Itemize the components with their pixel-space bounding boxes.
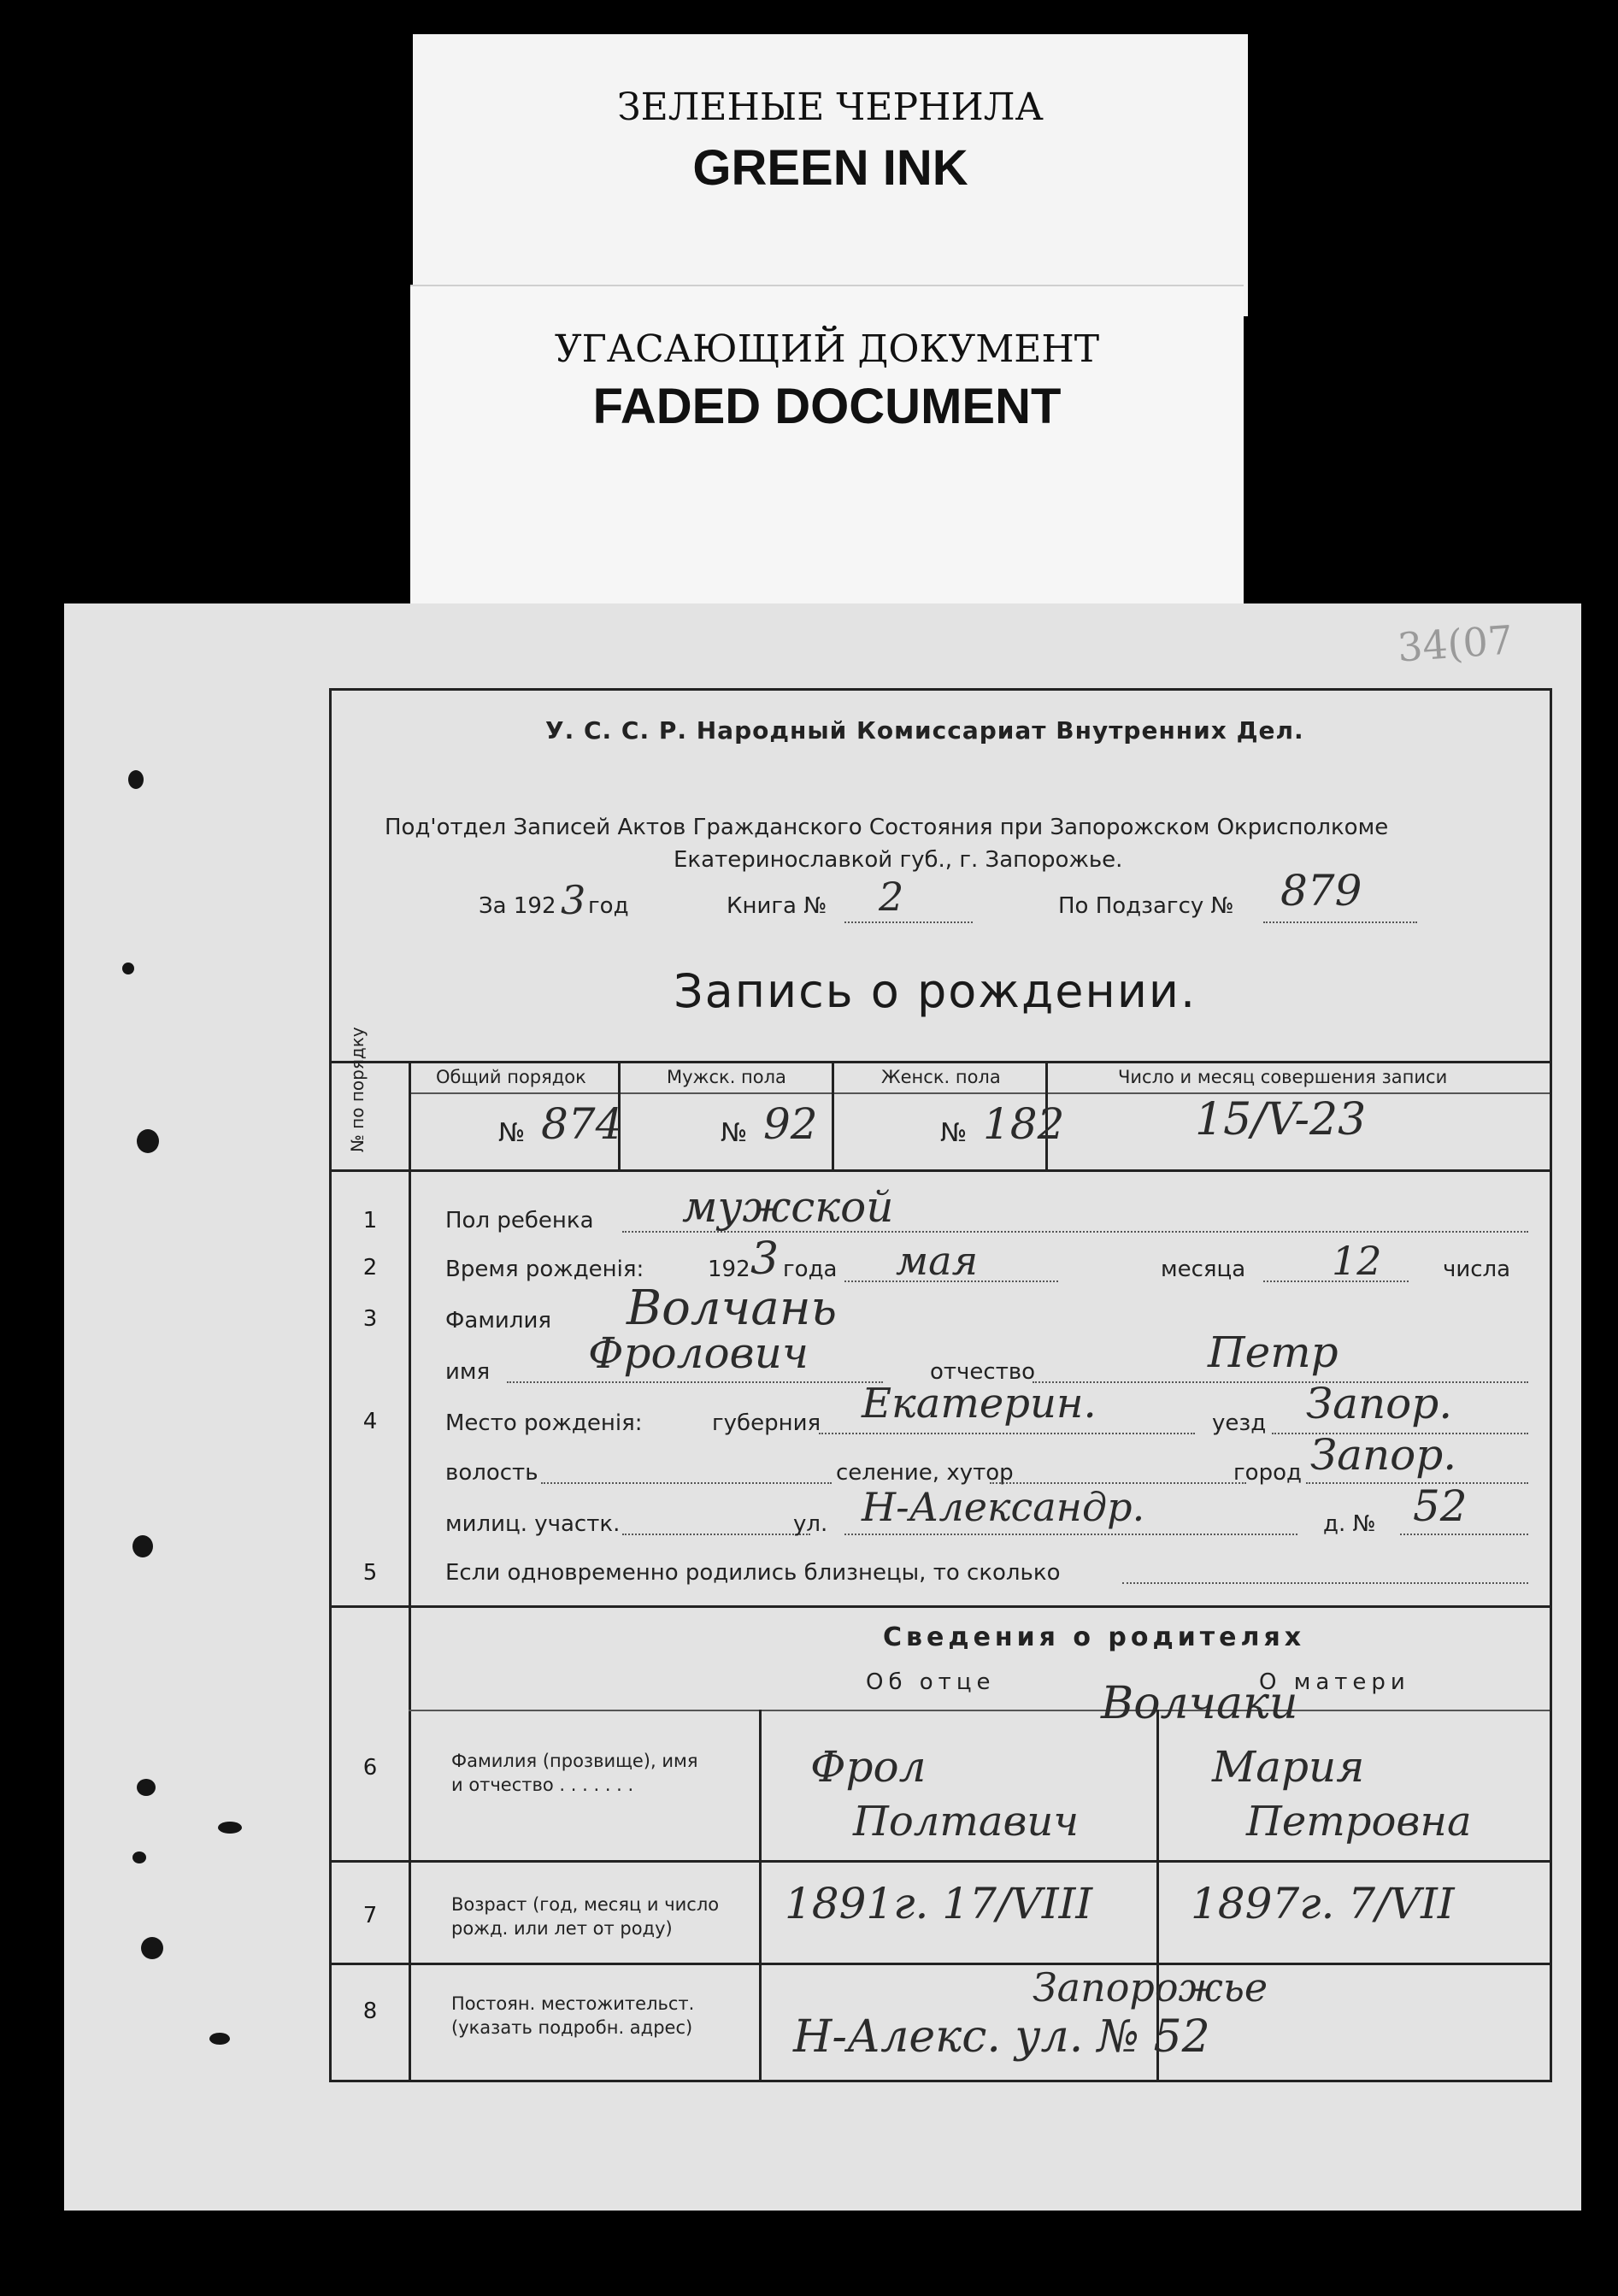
- place-label: Место рожденія:: [445, 1410, 643, 1436]
- twins-line: [1122, 1582, 1528, 1584]
- row-number: 3: [362, 1306, 378, 1332]
- mother-patronymic: Петровна: [1246, 1798, 1472, 1846]
- year-value: 3: [561, 877, 586, 923]
- rule: [332, 1860, 1550, 1863]
- district-label: уезд: [1212, 1410, 1267, 1436]
- father-name: Фрол: [810, 1742, 927, 1792]
- volost-label: волость: [445, 1460, 538, 1486]
- row-number: 1: [362, 1208, 378, 1233]
- village-label: селение, хутор: [836, 1460, 1014, 1486]
- general-number: 874: [541, 1099, 623, 1149]
- subreg-line: [1263, 921, 1417, 923]
- name-line: [507, 1381, 883, 1383]
- subreg-label: По Подзагсу №: [1058, 893, 1234, 919]
- rule: [759, 1710, 762, 2080]
- surname-label: Фамилия: [445, 1308, 551, 1333]
- row6-surname: Волчаки: [1101, 1678, 1298, 1729]
- birth-record-form: [329, 688, 1552, 2082]
- province-label: губерния: [712, 1410, 821, 1436]
- father-age: 1891г. 17/VIII: [785, 1879, 1093, 1928]
- province-value: Екатерин.: [862, 1380, 1097, 1428]
- book-line: [844, 921, 973, 923]
- patronymic-line: [1033, 1381, 1528, 1383]
- no-sign: №: [498, 1118, 526, 1148]
- row8-label-line2: (указать подробн. адрес): [451, 2017, 693, 2038]
- militia-label: милиц. участк.: [445, 1511, 621, 1537]
- green-ink-en: GREEN INK: [692, 140, 968, 196]
- record-date: 15/V-23: [1195, 1094, 1367, 1145]
- mother-name: Мария: [1212, 1742, 1365, 1792]
- street-value: Н-Александр.: [862, 1484, 1145, 1530]
- month-label: месяца: [1161, 1257, 1246, 1282]
- punch-hole: [128, 770, 144, 789]
- punch-hole: [137, 1129, 159, 1153]
- birth-month-value: мая: [896, 1238, 979, 1284]
- col-male-header: Мужск. пола: [667, 1067, 786, 1087]
- patronymic-label: отчество: [930, 1359, 1036, 1385]
- green-ink-card: [413, 34, 1248, 316]
- row-number: 4: [362, 1409, 378, 1434]
- mother-column-label: О матери: [1259, 1669, 1410, 1695]
- sex-label: Пол ребенка: [445, 1208, 594, 1233]
- rule: [409, 1061, 411, 2080]
- punch-hole: [132, 1852, 146, 1863]
- surname-value: Волчань: [627, 1280, 838, 1336]
- year-suffix: год: [588, 893, 629, 919]
- row8-label-line1: Постоян. местожительст.: [451, 1993, 695, 2014]
- punch-hole: [132, 1535, 153, 1557]
- militia-line: [622, 1534, 810, 1535]
- year-label: За 192: [479, 893, 556, 919]
- father-patronymic: Полтавич: [853, 1798, 1080, 1846]
- father-column-label: Об отце: [866, 1669, 996, 1695]
- birth-year-value: 3: [750, 1233, 780, 1285]
- district-value: Запор.: [1306, 1379, 1453, 1428]
- col-date-header: Число и месяц совершения записи: [1118, 1067, 1448, 1087]
- book-label: Книга №: [727, 893, 827, 919]
- birth-year-prefix: 192: [708, 1257, 750, 1282]
- birth-label: Время рожденія:: [445, 1257, 644, 1282]
- book-value: 2: [879, 874, 904, 920]
- archive-stamp: 34(07: [1396, 616, 1515, 671]
- rule: [409, 1710, 1550, 1711]
- col-order-header: № по порядку: [347, 1027, 368, 1152]
- punch-hole: [218, 1822, 242, 1834]
- rule: [332, 1963, 1550, 1965]
- header-province: Екатеринославкой губ., г. Запорожье.: [674, 847, 1123, 873]
- name-value: Фролович: [588, 1328, 809, 1378]
- city-value: Запор.: [1310, 1430, 1457, 1480]
- name-label: имя: [445, 1359, 491, 1385]
- birth-year-suffix: года: [783, 1257, 838, 1282]
- page-title: Запись о рождении.: [674, 964, 1197, 1018]
- header-ministry: У. С. С. Р. Народный Комиссариат Внутренних Дел.: [545, 716, 1304, 745]
- month-line: [844, 1280, 1058, 1282]
- punch-hole: [137, 1779, 156, 1796]
- row7-label-line1: Возраст (год, месяц и число: [451, 1894, 720, 1915]
- residence-city: Запорожье: [1033, 1964, 1268, 2010]
- patronymic-value: Петр: [1208, 1328, 1339, 1377]
- green-ink-ru: ЗЕЛЕНЫЕ ЧЕРНИЛА: [617, 85, 1044, 129]
- row6-label-line1: Фамилия (прозвище), имя: [451, 1751, 698, 1771]
- rule: [409, 1092, 1550, 1094]
- mother-age: 1897г. 7/VII: [1191, 1879, 1455, 1928]
- volost-line: [541, 1482, 832, 1484]
- sex-value: мужской: [682, 1182, 894, 1232]
- row-number: 8: [362, 1999, 378, 2024]
- faded-document-ru: УГАСАЮЩИЙ ДОКУМЕНТ: [554, 327, 1100, 371]
- no-sign: №: [940, 1118, 968, 1148]
- punch-hole: [141, 1937, 163, 1959]
- punch-hole: [209, 2033, 230, 2045]
- residence-address: Н-Алекс. ул. № 52: [793, 2011, 1210, 2063]
- province-line: [819, 1433, 1195, 1434]
- house-line: [1400, 1534, 1528, 1535]
- no-sign: №: [721, 1118, 748, 1148]
- day-label: числа: [1443, 1257, 1511, 1282]
- row-number: 7: [362, 1903, 378, 1928]
- row7-label-line2: рожд. или лет от роду): [451, 1918, 673, 1939]
- day-line: [1263, 1280, 1409, 1282]
- street-label: ул.: [793, 1511, 828, 1537]
- row-number: 2: [362, 1255, 378, 1280]
- punch-hole: [122, 963, 134, 974]
- col-female-header: Женск. пола: [881, 1067, 1001, 1087]
- male-number: 92: [763, 1099, 818, 1149]
- rule: [332, 1169, 1550, 1172]
- row6-label-line2: и отчество . . . . . . .: [451, 1775, 634, 1795]
- city-label: город: [1233, 1460, 1302, 1486]
- faded-document-card: [410, 285, 1244, 613]
- row-number: 6: [362, 1755, 378, 1781]
- house-label: д. №: [1323, 1511, 1376, 1537]
- twins-label: Если одновременно родились близнецы, то сколько: [445, 1560, 1061, 1586]
- subreg-value: 879: [1280, 866, 1362, 915]
- female-number: 182: [983, 1099, 1065, 1149]
- faded-document-en: FADED DOCUMENT: [592, 379, 1062, 434]
- day-value: 12: [1332, 1238, 1382, 1284]
- rule: [332, 1605, 1550, 1608]
- col-general-header: Общий порядок: [436, 1067, 586, 1087]
- house-value: 52: [1413, 1481, 1468, 1531]
- parents-title: Сведения о родителях: [883, 1622, 1306, 1652]
- row-number: 5: [362, 1560, 378, 1586]
- header-department: Под'отдел Записей Актов Гражданского Состояния при Запорожском Окрисполкоме: [385, 815, 1389, 840]
- rule: [832, 1061, 834, 1169]
- rule: [332, 1061, 1550, 1063]
- street-line: [844, 1534, 1297, 1535]
